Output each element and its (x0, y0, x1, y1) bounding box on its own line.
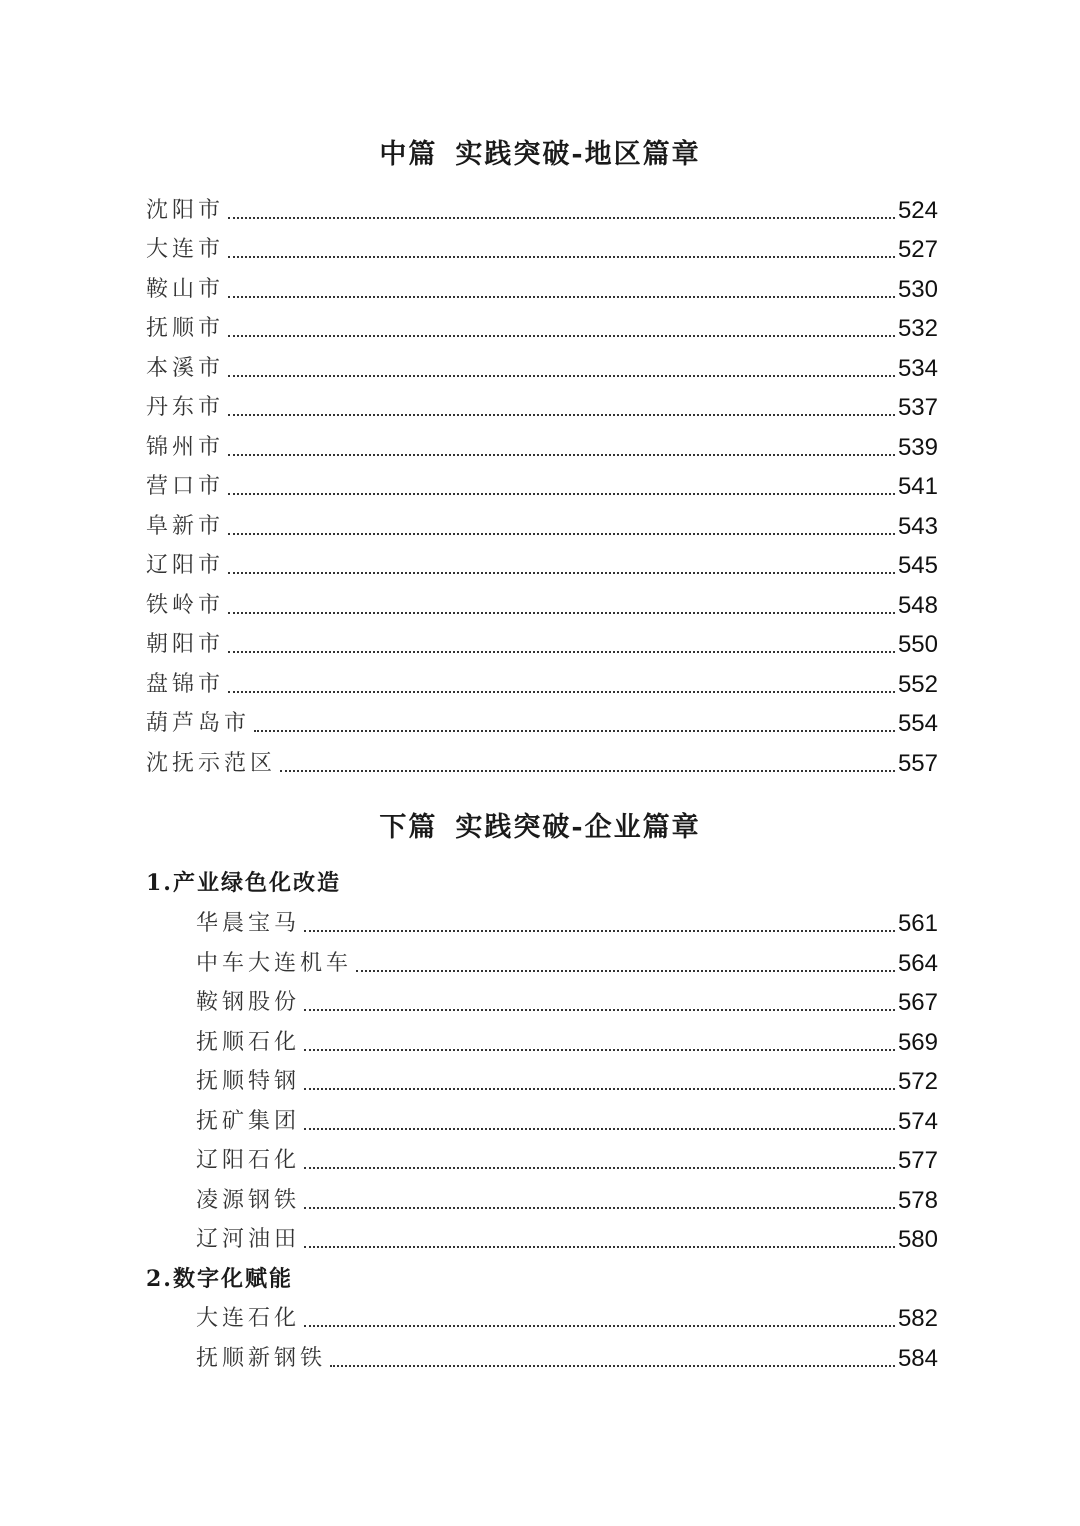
toc-entry-label: 大连石化 (196, 1306, 301, 1331)
toc-entry-page: 534 (897, 355, 938, 382)
dot-leader (304, 929, 895, 932)
toc-entry-label: 阜新市 (146, 514, 225, 539)
dot-leader (304, 1324, 895, 1327)
toc-entry-page: 550 (897, 631, 938, 658)
toc-entry-fushun[interactable] (146, 312, 938, 344)
toc-entry-page: 554 (897, 710, 938, 737)
toc-entry-label: 抚顺新钢铁 (196, 1346, 327, 1371)
toc-entry-page: 539 (897, 434, 938, 461)
toc-entry-label: 沈阳市 (146, 198, 225, 223)
toc-entry-page: 530 (897, 276, 938, 303)
dot-leader (304, 1008, 895, 1011)
toc-entry-chaoyang[interactable] (146, 628, 938, 660)
toc-entry-page: 577 (897, 1147, 938, 1174)
lower-section-title-left: 下篇 (379, 812, 438, 843)
toc-entry-page: 578 (897, 1187, 938, 1214)
toc-entry-label: 营口市 (146, 474, 225, 499)
toc-entry-label: 铁岭市 (146, 593, 225, 618)
toc-entry-dalian-petrochem[interactable] (196, 1302, 938, 1334)
toc-entry-dandong[interactable] (146, 391, 938, 423)
toc-entry-label: 抚矿集团 (196, 1109, 301, 1134)
dot-leader (228, 334, 895, 337)
middle-section-title (0, 132, 1080, 171)
toc-entry-label: 鞍钢股份 (196, 990, 301, 1015)
dot-leader (304, 1087, 895, 1090)
toc-entry-label: 辽阳市 (146, 553, 225, 578)
dot-leader (304, 1245, 895, 1248)
dot-leader (228, 650, 895, 653)
toc-entry-yingkou[interactable] (146, 470, 938, 502)
toc-entry-anshan[interactable] (146, 273, 938, 305)
toc-entry-label: 葫芦岛市 (146, 711, 251, 736)
toc-entry-label: 盘锦市 (146, 672, 225, 697)
toc-entry-label: 大连市 (146, 237, 225, 262)
toc-entry-label: 辽阳石化 (196, 1148, 301, 1173)
dot-leader (228, 216, 895, 219)
toc-entry-fushun-petrochem[interactable] (196, 1026, 938, 1058)
middle-section-title-left: 中篇 (379, 139, 438, 170)
toc-entry-page: 582 (897, 1305, 938, 1332)
toc-entry-crrc-dalian[interactable] (196, 947, 938, 979)
toc-entry-label: 鞍山市 (146, 277, 225, 302)
toc-entry-label: 凌源钢铁 (196, 1188, 301, 1213)
toc-entry-page: 524 (897, 197, 938, 224)
toc-entry-shenyang[interactable] (146, 194, 938, 226)
toc-entry-liaoyang-petrochem[interactable] (196, 1144, 938, 1176)
toc-entry-page: 564 (897, 950, 938, 977)
lower-section-title-right: 实践突破-企业篇章 (455, 812, 701, 843)
toc-entry-page: 557 (897, 750, 938, 777)
dot-leader (254, 729, 895, 732)
toc-entry-huludao[interactable] (146, 707, 938, 739)
dot-leader (228, 690, 895, 693)
toc-entry-label: 抚顺特钢 (196, 1069, 301, 1094)
dot-leader (228, 571, 895, 574)
dot-leader (280, 769, 895, 772)
toc-entry-page: 532 (897, 315, 938, 342)
group-heading-green-transformation: 1.产业绿色化改造 (146, 870, 341, 896)
toc-entry-page: 552 (897, 671, 938, 698)
toc-entry-page: 527 (897, 236, 938, 263)
dot-leader (304, 1127, 895, 1130)
toc-entry-label: 朝阳市 (146, 632, 225, 657)
toc-entry-page: 580 (897, 1226, 938, 1253)
dot-leader (304, 1206, 895, 1209)
toc-entry-label: 锦州市 (146, 435, 225, 460)
toc-entry-page: 574 (897, 1108, 938, 1135)
toc-entry-panjin[interactable] (146, 668, 938, 700)
dot-leader (228, 374, 895, 377)
toc-entry-page: 537 (897, 394, 938, 421)
group-heading-digital-empowerment: 2.数字化赋能 (146, 1266, 293, 1292)
dot-leader (228, 492, 895, 495)
toc-entry-lingyuan-steel[interactable] (196, 1184, 938, 1216)
toc-entry-label: 本溪市 (146, 356, 225, 381)
dot-leader (228, 453, 895, 456)
toc-entry-page: 545 (897, 552, 938, 579)
toc-entry-liaohe-oilfield[interactable] (196, 1223, 938, 1255)
middle-section-title-right: 实践突破-地区篇章 (455, 139, 701, 170)
toc-entry-page: 584 (897, 1345, 938, 1372)
toc-entry-label: 丹东市 (146, 395, 225, 420)
dot-leader (228, 532, 895, 535)
toc-entry-jinzhou[interactable] (146, 431, 938, 463)
toc-entry-label: 沈抚示范区 (146, 751, 277, 776)
toc-entry-label: 辽河油田 (196, 1227, 301, 1252)
dot-leader (304, 1166, 895, 1169)
toc-entry-page: 567 (897, 989, 938, 1016)
toc-entry-fushun-special-steel[interactable] (196, 1065, 938, 1097)
lower-section-title (0, 805, 1080, 844)
toc-entry-benxi[interactable] (146, 352, 938, 384)
toc-entry-page: 561 (897, 910, 938, 937)
toc-entry-dalian[interactable] (146, 233, 938, 265)
dot-leader (228, 611, 895, 614)
toc-entry-label: 中车大连机车 (196, 951, 353, 976)
toc-entry-fuxin[interactable] (146, 510, 938, 542)
toc-entry-fushun-mining[interactable] (196, 1105, 938, 1137)
toc-entry-label: 抚顺市 (146, 316, 225, 341)
toc-entry-page: 541 (897, 473, 938, 500)
toc-entry-fushun-new-steel[interactable] (196, 1342, 938, 1374)
toc-entry-label: 抚顺石化 (196, 1030, 301, 1055)
dot-leader (228, 255, 895, 258)
toc-entry-page: 543 (897, 513, 938, 540)
toc-entry-liaoyang[interactable] (146, 549, 938, 581)
toc-entry-page: 572 (897, 1068, 938, 1095)
toc-entry-brilliance-bmw[interactable] (196, 907, 938, 939)
dot-leader (356, 969, 895, 972)
toc-entry-shenfu[interactable] (146, 747, 938, 779)
toc-entry-page: 569 (897, 1029, 938, 1056)
dot-leader (228, 413, 895, 416)
toc-entry-page: 548 (897, 592, 938, 619)
dot-leader (304, 1048, 895, 1051)
dot-leader (228, 295, 895, 298)
toc-entry-label: 华晨宝马 (196, 911, 301, 936)
toc-entry-tieling[interactable] (146, 589, 938, 621)
dot-leader (330, 1364, 895, 1367)
toc-entry-angang-steel[interactable] (196, 986, 938, 1018)
